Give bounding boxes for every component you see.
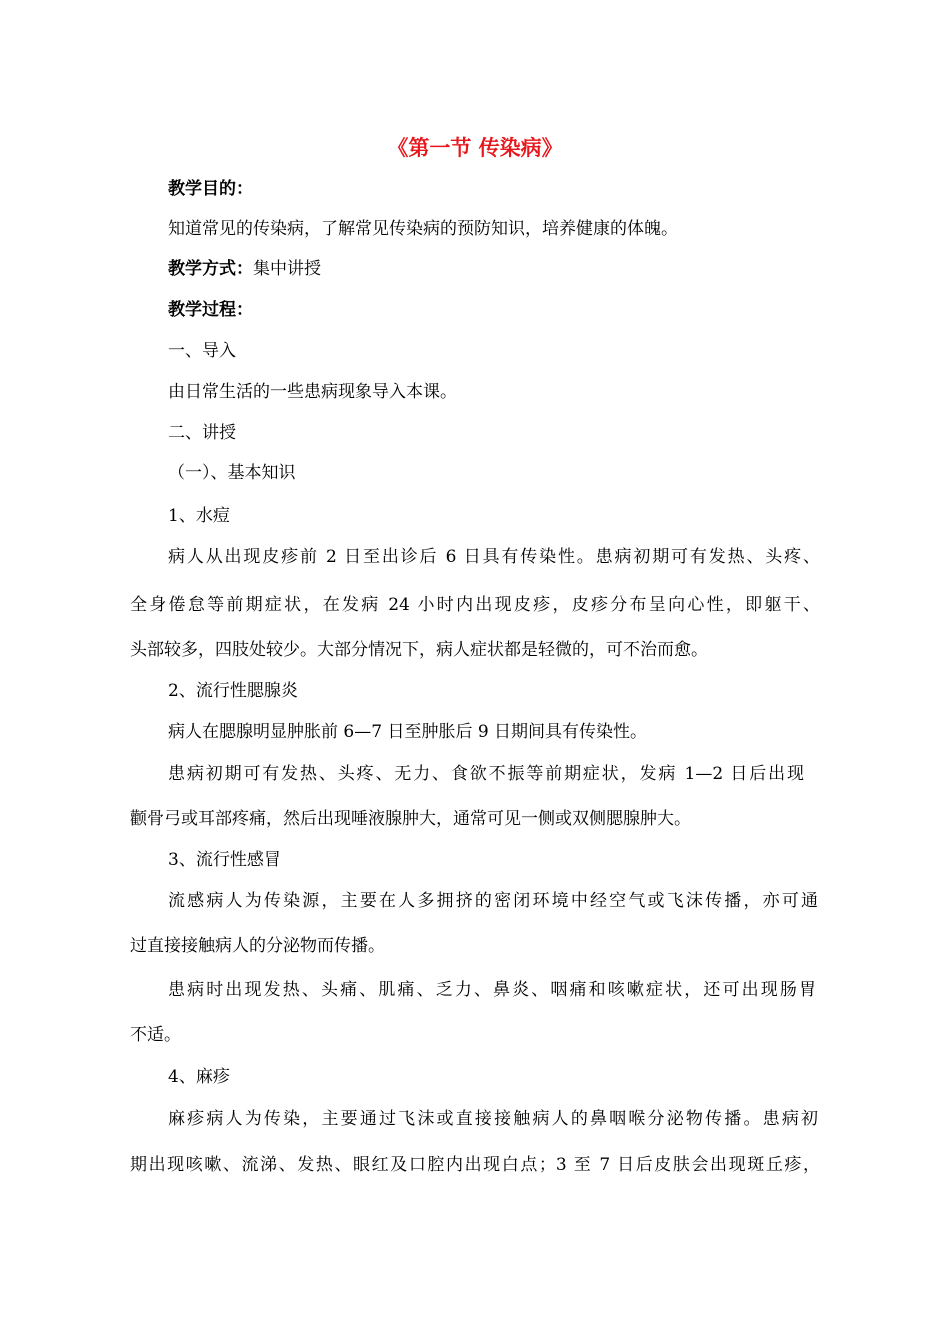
- objective-text: 知道常见的传染病，了解常见传染病的预防知识，培养健康的体魄。: [168, 219, 678, 239]
- item-title-influenza: 3、流行性感冒: [168, 850, 281, 870]
- method-value: 集中讲授: [253, 259, 321, 279]
- objective-heading: 教学目的：: [168, 179, 253, 199]
- paragraph-line: 病人从出现皮疹前 2 日至出诊后 6 日具有传染性。患病初期可有发热、头疼、: [168, 547, 820, 567]
- paragraph-line: 不适。: [130, 1025, 181, 1045]
- paragraph-line: 全身倦怠等前期症状，在发病 24 小时内出现皮疹，皮疹分布呈向心性，即躯干、: [130, 595, 820, 615]
- method-label: 教学方式：: [168, 259, 253, 279]
- item-title-mumps: 2、流行性腮腺炎: [168, 681, 298, 701]
- paragraph-line: 病人在腮腺明显肿胀前 6—7 日至肿胀后 9 日期间具有传染性。: [168, 722, 648, 742]
- document-title: 《第一节 传染病》: [387, 136, 563, 160]
- paragraph-line: 麻疹病人为传染，主要通过飞沫或直接接触病人的鼻咽喉分泌物传播。患病初: [168, 1109, 818, 1129]
- item-title-measles: 4、麻疹: [168, 1067, 230, 1087]
- method-line: [168, 258, 321, 280]
- process-heading: 教学过程：: [168, 300, 253, 320]
- paragraph-line: 患病初期可有发热、头疼、无力、食欲不振等前期症状，发病 1—2 日后出现: [168, 764, 804, 784]
- paragraph-line: 过直接接触病人的分泌物而传播。: [130, 936, 385, 956]
- section-heading-intro: 一、导入: [168, 341, 236, 361]
- paragraph-line: 患病时出现发热、头痛、肌痛、乏力、鼻炎、咽痛和咳嗽症状，还可出现肠胃: [168, 980, 816, 1000]
- paragraph-line: 期出现咳嗽、流涕、发热、眼红及口腔内出现白点；3 至 7 日后皮肤会出现斑丘疹，: [130, 1155, 820, 1175]
- subsection-heading-basics: （一）、基本知识: [168, 463, 296, 483]
- paragraph-line: 流感病人为传染源，主要在人多拥挤的密闭环境中经空气或飞沫传播，亦可通: [168, 891, 818, 911]
- item-title-chickenpox: 1、水痘: [168, 506, 230, 526]
- paragraph-line: 头部较多，四肢处较少。大部分情况下，病人症状都是轻微的，可不治而愈。: [130, 640, 708, 660]
- paragraph-line: 颧骨弓或耳部疼痛，然后出现唾液腺肿大，通常可见一侧或双侧腮腺肿大。: [130, 809, 691, 829]
- section-intro-text: 由日常生活的一些患病现象导入本课。: [168, 382, 457, 402]
- section-heading-lecture: 二、讲授: [168, 423, 236, 443]
